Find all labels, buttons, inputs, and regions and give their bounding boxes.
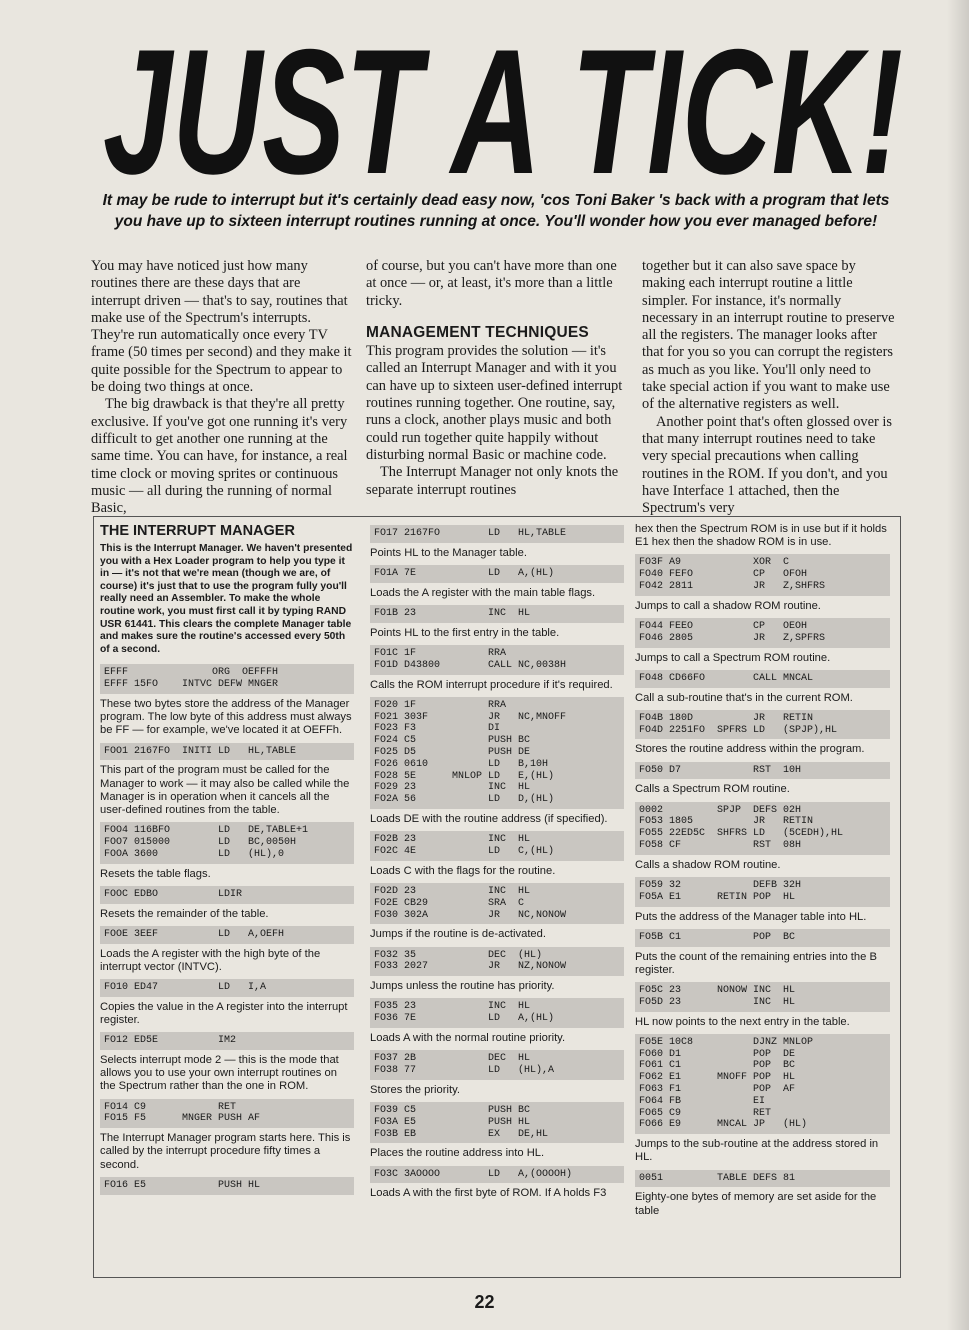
listing-column-3 xyxy=(635,517,890,1223)
headline-graphic xyxy=(98,30,908,190)
code-note: Jumps unless the routine has priority. xyxy=(370,980,555,993)
article-paragraph: The big drawback is that they're all pretty exclusive. If you've got one running it's very difficult to get another one running at the same time. You can have, for instance, a real time clock or moving sprites or continuous music — all during the running of normal Basic, xyxy=(91,396,348,517)
code-block: FO14 C9 RET FO15 F5 MNGER PUSH AF xyxy=(100,1099,354,1129)
article-column-1 xyxy=(91,258,353,517)
code-block: FO2B 23 INC HL FO2C 4E LD C,(HL) xyxy=(370,831,624,861)
code-note: HL now points to the next entry in the table. xyxy=(635,1015,850,1028)
article-column-3 xyxy=(642,258,896,517)
code-block: EFFF ORG OEFFFH EFFF 15FO INTVC DEFW MNGER xyxy=(100,664,354,694)
code-note: Calls a shadow ROM routine. xyxy=(635,858,781,871)
code-block: FO48 CD66FO CALL MNCAL xyxy=(635,670,890,688)
code-note: Calls a Spectrum ROM routine. xyxy=(635,783,790,796)
code-note: Calls the ROM interrupt procedure if it's required. xyxy=(370,678,613,691)
code-block: FO1C 1F RRA FO1D D43800 CALL NC,0038H xyxy=(370,645,624,675)
code-note: Loads C with the flags for the routine. xyxy=(370,864,556,877)
code-block: 0002 SPJP DEFS 02H FO53 1805 JR RETIN FO55 22ED5C SHFRS LD (5CEDH),HL FO58 CF RST 08H xyxy=(635,802,890,855)
code-note: Eighty-one bytes of memory are set aside for the table xyxy=(635,1191,877,1217)
code-block: FO4B 180D JR RETIN FO4D 2251FO SPFRS LD (SPJP),HL xyxy=(635,710,890,740)
code-block: FO3C 3AOOOO LD A,(OOOOH) xyxy=(370,1166,624,1184)
code-note: The Interrupt Manager program starts here. This is called by the interrupt procedure fifty times a second. xyxy=(100,1132,351,1171)
code-block: FO2D 23 INC HL FO2E CB29 SRA C FO30 302A JR NC,NONOW xyxy=(370,883,624,924)
code-note: Copies the value in the A register into the interrupt register. xyxy=(100,1000,348,1026)
code-note: These two bytes store the address of the Manager program. The low byte of this address must always be FF — for example, we've located it at OEFFh. xyxy=(100,697,352,737)
code-note: Puts the count of the remaining entries into the B register. xyxy=(635,950,877,976)
code-block: 0051 TABLE DEFS 81 xyxy=(635,1170,890,1188)
code-note: Puts the address of the Manager table into HL. xyxy=(635,910,867,923)
code-block: FOO1 2167FO INITI LD HL,TABLE xyxy=(100,743,354,761)
article-column-2 xyxy=(366,258,628,499)
listing-column-1 xyxy=(100,517,354,1199)
article-subhead: MANAGEMENT TECHNIQUES xyxy=(366,323,589,341)
code-block: FO12 ED5E IM2 xyxy=(100,1032,354,1050)
code-block: FO35 23 INC HL FO36 7E LD A,(HL) xyxy=(370,998,624,1028)
page-edge-shadow xyxy=(947,0,969,1330)
listing-intro: This is the Interrupt Manager. We haven't presented you with a Hex Loader program to help you type it in — it's not that we're mean (though we are, of course) it's just that to use the program fully you'll really need an Assembler. To make the whole routine work, you must first call it by typing RAND USR 61441. This clears the complete Manager table and makes sure the routine's accessed every 50th of a second. xyxy=(100,543,353,655)
article-paragraph: You may have noticed just how many routines there are these days that are interrupt driven — that's to say, routines that make use of the Spectrum's interrupts. They're run automatically once every TV frame (50 times per second) and they make it quite possible for the Spectrum to appear to be doing two things at once. xyxy=(91,258,352,396)
code-note: Points HL to the Manager table. xyxy=(370,546,527,559)
code-note: Stores the routine address within the program. xyxy=(635,743,865,756)
article-paragraph: of course, but you can't have more than one at once — or, at least, it's more than a little tricky. xyxy=(366,258,617,309)
article-paragraph: The Interrupt Manager not only knots the separate interrupt routines xyxy=(366,464,619,498)
listing-note: hex then the Spectrum ROM is in use but if it holds E1 hex then the shadow ROM is in use. xyxy=(635,523,887,549)
code-note: Jumps to call a Spectrum ROM routine. xyxy=(635,651,831,664)
code-block: FO44 FEEO CP OEOH FO46 2805 JR Z,SPFRS xyxy=(635,618,890,648)
code-block: FO37 2B DEC HL FO38 77 LD (HL),A xyxy=(370,1050,624,1080)
code-block: FO20 1F RRA FO21 303F JR NC,MNOFF FO23 F3 DI FO24 C5 PUSH BC FO25 D5 PUSH DE FO26 0610 LD B,10H FO28 5E MNLOP LD E,(HL) FO29 23 INC HL FO2A 56 LD D,(HL) xyxy=(370,697,624,809)
listing-box xyxy=(93,516,901,1278)
code-block: FO50 D7 RST 10H xyxy=(635,762,890,780)
article-paragraph: This program provides the solution — it's called an Interrupt Manager and with it you can have up to sixteen user-defined interrupt routines running together. One routine, say, runs a clock, another plays music and both could run together quite happily without disturbing normal Basic or machine code. xyxy=(366,343,623,463)
code-block: FOOC EDBO LDIR xyxy=(100,886,354,904)
code-block: FO16 E5 PUSH HL xyxy=(100,1177,354,1195)
listing-column-2 xyxy=(370,517,624,1206)
headline xyxy=(98,30,908,190)
code-note: Jumps if the routine is de-activated. xyxy=(370,928,546,941)
code-note: Loads DE with the routine address (if specified). xyxy=(370,812,608,825)
code-note: Places the routine address into HL. xyxy=(370,1147,545,1160)
page-number: 22 xyxy=(474,1292,495,1312)
code-note: Resets the remainder of the table. xyxy=(100,907,269,920)
code-block: FO1B 23 INC HL xyxy=(370,605,624,623)
code-note: Jumps to call a shadow ROM routine. xyxy=(635,599,821,612)
code-block: FO39 C5 PUSH BC FO3A E5 PUSH HL FO3B EB EX DE,HL xyxy=(370,1102,624,1143)
standfirst: It may be rude to interrupt but it's certainly dead easy now, 'cos Toni Baker 's back with a program that lets you have up to sixteen interrupt routines running at once. You'll wonder how you ever managed before! xyxy=(102,192,890,230)
article-paragraph: Another point that's often glossed over is that many interrupt routines need to take very special precautions when calling routines in the ROM. If you don't, and you have Interface 1 attached, then the Spectrum's very xyxy=(642,413,893,517)
code-block: FOO4 116BFO LD DE,TABLE+1 FOO7 015000 LD BC,0050H FOOA 3600 LD (HL),0 xyxy=(100,822,354,863)
code-note: Call a sub-routine that's in the current ROM. xyxy=(635,691,853,704)
code-block: FO5B C1 POP BC xyxy=(635,929,890,947)
code-block: FO32 35 DEC (HL) FO33 2027 JR NZ,NONOW xyxy=(370,947,624,977)
code-block: FO17 2167FO LD HL,TABLE xyxy=(370,525,624,543)
code-block: FO3F A9 XOR C FO40 FEFO CP OFOH FO42 2811 JR Z,SHFRS xyxy=(635,554,890,595)
headline-text: JUST A TICK! xyxy=(103,30,903,190)
code-note: This part of the program must be called for the Manager to work — it may also be called while the Manager is in operation when it cancels all the user-defined routines from the table. xyxy=(100,764,350,816)
code-note: Loads the A register with the main table flags. xyxy=(370,586,596,599)
code-block: FO10 ED47 LD I,A xyxy=(100,979,354,997)
code-note: Loads the A register with the high byte of the interrupt vector (INTVC). xyxy=(100,947,321,973)
code-block: FO1A 7E LD A,(HL) xyxy=(370,565,624,583)
code-block: FO5E 10C8 DJNZ MNLOP FO60 D1 POP DE FO61 C1 POP BC FO62 E1 MNOFF POP HL FO63 F1 POP AF FO64 FB EI FO65 C9 RET FO66 E9 MNCAL JP (HL) xyxy=(635,1034,890,1134)
code-note: Jumps to the sub-routine at the address stored in HL. xyxy=(635,1138,879,1164)
code-note: Points HL to the first entry in the table. xyxy=(370,626,560,639)
code-note: Loads A with the first byte of ROM. If A holds F3 xyxy=(370,1187,607,1200)
code-note: Stores the priority. xyxy=(370,1083,460,1096)
listing-title: THE INTERRUPT MANAGER xyxy=(100,523,295,539)
code-block: FO59 32 DEFB 32H FO5A E1 RETIN POP HL xyxy=(635,877,890,907)
article-paragraph: together but it can also save space by making each interrupt routine a little simpler. For instance, it's normally necessary in an interrupt routine to preserve all the registers. The manager looks after that for you so you can corrupt the registers as much as you like. You'll only need to take special action if you want to make use of the alternative registers as well. xyxy=(642,258,895,413)
code-block: FO5C 23 NONOW INC HL FO5D 23 INC HL xyxy=(635,982,890,1012)
code-note: Selects interrupt mode 2 — this is the mode that allows you to use your own interrupt routines on the Spectrum rather than the one in ROM. xyxy=(100,1053,339,1093)
code-note: Loads A with the normal routine priority. xyxy=(370,1031,566,1044)
code-block: FOOE 3EEF LD A,OEFH xyxy=(100,926,354,944)
code-note: Resets the table flags. xyxy=(100,867,211,880)
